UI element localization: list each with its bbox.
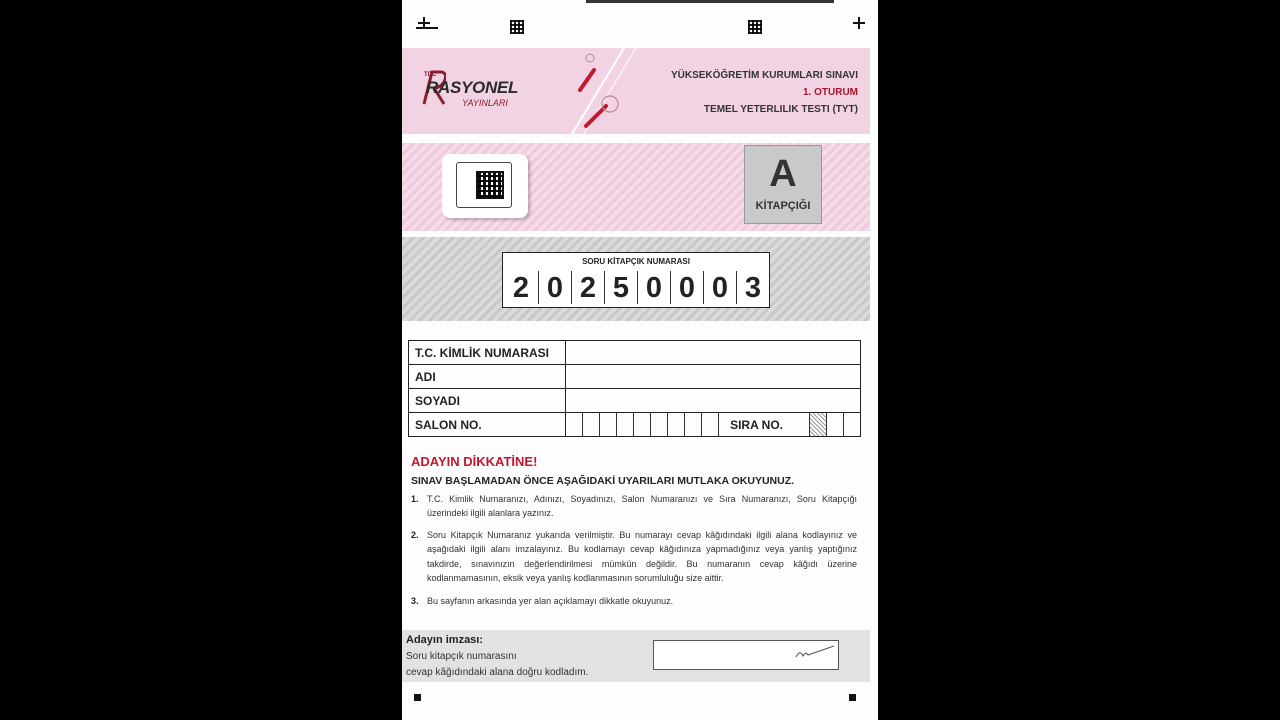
notice-item-number: 1. bbox=[411, 494, 419, 504]
sira-label: SIRA NO. bbox=[730, 417, 783, 432]
notice-title: ADAYIN DİKKATİNE! bbox=[411, 454, 538, 469]
table-row bbox=[409, 413, 861, 437]
salon-cell[interactable] bbox=[634, 413, 651, 436]
session-label: 1. OTURUM bbox=[803, 87, 858, 98]
signature-note-line: Soru kitapçık numarasını bbox=[406, 651, 517, 662]
signature-note-line: cevap kâğıdındaki alana doğru kodladım. bbox=[406, 667, 589, 678]
notice-item-text: Bu sayfanın arkasında yer alan açıklamayı dikkatle okuyunuz. bbox=[427, 596, 674, 606]
candidate-info-table bbox=[408, 340, 861, 437]
salon-cell[interactable] bbox=[583, 413, 600, 436]
tc-field[interactable] bbox=[566, 341, 861, 365]
booklet-number-digit: 0 bbox=[670, 271, 703, 304]
booklet-number-box bbox=[502, 252, 770, 308]
salon-cell[interactable] bbox=[668, 413, 685, 436]
logo-mark: TDC bbox=[424, 72, 437, 78]
salon-cell[interactable] bbox=[702, 413, 719, 436]
publisher-logo: RASYONEL bbox=[426, 78, 519, 97]
signature-title: Adayın imzası: bbox=[406, 634, 484, 646]
registration-dash bbox=[416, 27, 438, 29]
table-row bbox=[409, 389, 861, 413]
handwritten-signature-icon bbox=[794, 643, 836, 661]
booklet-letter: A bbox=[769, 153, 797, 195]
notice-item bbox=[411, 492, 859, 521]
booklet-number-digit: 5 bbox=[604, 271, 637, 304]
corner-code-icon bbox=[748, 20, 762, 34]
top-edge-line bbox=[586, 0, 834, 3]
corner-square-mark bbox=[414, 694, 421, 701]
corner-code-icon bbox=[510, 20, 524, 34]
notice-item bbox=[411, 528, 859, 585]
notice-item bbox=[411, 594, 859, 608]
name-label: ADI bbox=[409, 365, 566, 389]
salon-cell[interactable] bbox=[600, 413, 617, 436]
booklet-number-digit: 0 bbox=[538, 271, 571, 304]
surname-label: SOYADI bbox=[409, 389, 566, 413]
document-icon bbox=[456, 162, 512, 208]
salon-label: SALON NO. bbox=[409, 413, 566, 437]
notice-item-number: 2. bbox=[411, 530, 419, 540]
booklet-number-digit: 2 bbox=[512, 272, 530, 304]
booklet-number-digit: 2 bbox=[571, 271, 604, 304]
tc-label: T.C. KİMLİK NUMARASI bbox=[409, 341, 566, 365]
table-row bbox=[409, 365, 861, 389]
publisher-logo-sub: YAYINLARI bbox=[462, 98, 508, 108]
sira-cell[interactable] bbox=[827, 413, 844, 436]
surname-field[interactable] bbox=[566, 389, 861, 413]
table-row bbox=[409, 341, 861, 365]
registration-cross-mark bbox=[853, 17, 865, 29]
salon-cell[interactable] bbox=[685, 413, 702, 436]
booklet-number-digit: 3 bbox=[736, 271, 769, 304]
qr-code-icon bbox=[476, 171, 504, 199]
sira-cell[interactable] bbox=[844, 413, 860, 436]
salon-cell[interactable] bbox=[651, 413, 668, 436]
test-name: TEMEL YETERLILIK TESTI (TYT) bbox=[703, 104, 858, 115]
booklet-number-digit: 0 bbox=[637, 271, 670, 304]
exam-title: YÜKSEKÖĞRETİM KURUMLARI SINAVI bbox=[670, 70, 858, 81]
booklet-number-title: SORU KİTAPÇIK NUMARASI bbox=[582, 257, 690, 266]
booklet-number-digit: 0 bbox=[703, 271, 736, 304]
salon-cell[interactable] bbox=[617, 413, 634, 436]
notice-item-text: Soru Kitapçık Numaranız yukarıda verilmiştir. Bu numarayı cevap kâğıdındaki ilgili alana kodlayınız ve aşağıdaki ilgili alanı imzalayınız. Bu kodlamayı cevap kâğıdınıza yapmadığınız veya yanlış yaptığınız takdirde, sınavınızın değerlendirilmesi mümkün değildir. Bu numaranın cevap kâğıdı üzerine kodlanmamasının, eksik veya yanlış kodlanmasının sorumluluğu size aittir. bbox=[427, 530, 857, 583]
signature-field[interactable] bbox=[653, 640, 839, 670]
salon-cell[interactable] bbox=[566, 413, 583, 436]
booklet-type-box bbox=[744, 145, 822, 224]
name-field[interactable] bbox=[566, 365, 861, 389]
notice-item-number: 3. bbox=[411, 596, 419, 606]
notice-subtitle: SINAV BAŞLAMADAN ÖNCE AŞAĞIDAKİ UYARILARI MUTLAKA OKUYUNUZ. bbox=[411, 475, 795, 487]
sira-cell[interactable] bbox=[809, 413, 827, 436]
booklet-label: KİTAPÇIĞI bbox=[755, 200, 811, 212]
exam-booklet-page bbox=[402, 0, 878, 720]
notice-item-text: T.C. Kimlik Numaranızı, Adınızı, Soyadınızı, Salon Numaranızı ve Sıra Numaranızı, Soru Kitapçığı üzerindeki ilgili alanlara yazınız. bbox=[427, 494, 857, 519]
salon-sira-row bbox=[566, 413, 861, 437]
decorative-lines-icon bbox=[552, 48, 642, 134]
corner-square-mark bbox=[849, 694, 856, 701]
qr-card bbox=[442, 154, 528, 218]
